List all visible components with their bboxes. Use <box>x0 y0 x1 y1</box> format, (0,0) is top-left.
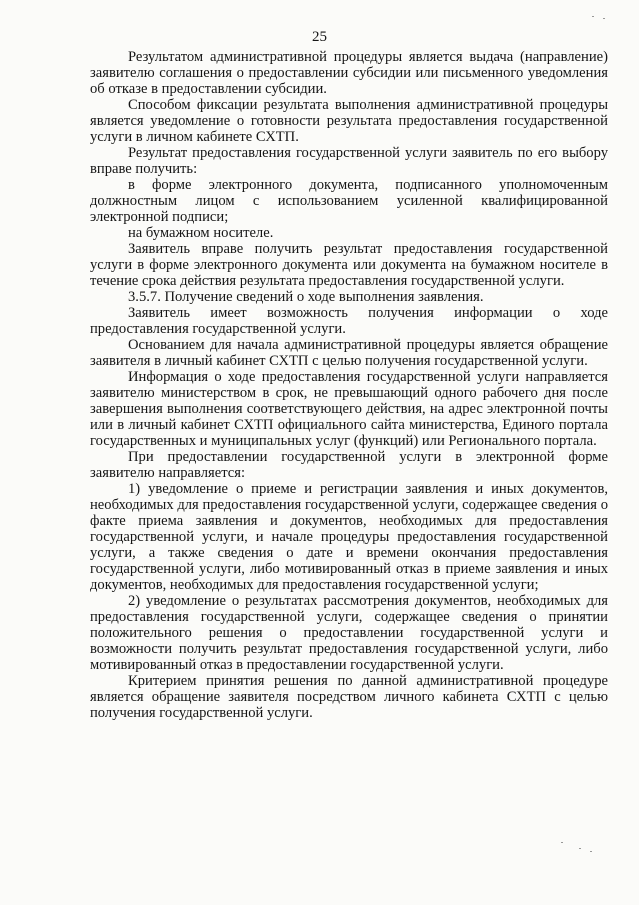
paragraph-electronic-notices: При предоставлении государственной услуги в электронной форме заявителю направляется: <box>90 449 608 481</box>
paragraph-electronic-form: в форме электронного документа, подписанного уполномоченным должностным лицом с использованием усиленной квалифицированной электронной подписи; <box>90 177 608 225</box>
scan-speck <box>592 16 594 17</box>
scan-speck <box>579 848 581 849</box>
paragraph-info-delivery: Информация о ходе предоставления государственной услуги направляется заявителю министерством в срок, не превышающий одного рабочего дня после завершения выполнения соответствующего действия, на адрес электронной почты или в личный кабинет СХТП официального сайта министерства, Единого портала государственных и муниципальных услуг (функций) или Регионального портала. <box>90 369 608 449</box>
scan-speck <box>603 18 605 19</box>
paragraph-result-issuance: Результатом административной процедуры является выдача (направление) заявителю соглашения о предоставлении субсидии или письменного уведомления об отказе в предоставлении субсидии. <box>90 49 608 97</box>
paragraph-decision-criterion: Критерием принятия решения по данной административной процедуре является обращение заявителя посредством личного кабинета СХТП с целью получения государственной услуги. <box>90 673 608 721</box>
paragraph-right-to-receive: Заявитель вправе получить результат предоставления государственной услуги в форме электронного документа или документа на бумажном носителе в течение срока действия результата предоставления государственной услуги. <box>90 241 608 289</box>
scan-speck <box>561 842 563 843</box>
list-item-notice-1: 1) уведомление о приеме и регистрации заявления и иных документов, необходимых для предоставления государственной услуги, содержащее сведения о факте приема заявления и документов, необходимых для предоставления государственной услуги, и начале процедуры предоставления государственной услуги, а также сведения о дате и времени окончания предоставления государственной услуги, либо мотивированный отказ в приеме заявления и иных документов, необходимых для предоставления государственной услуги; <box>90 481 608 593</box>
paragraph-paper-form: на бумажном носителе. <box>128 225 274 241</box>
list-item-notice-2: 2) уведомление о результатах рассмотрения документов, необходимых для предоставления государственной услуги, содержащее сведения о принятии положительного решения о предоставлении государственной услуги и возможности получить результат предоставления государственной услуги, либо мотивированный отказ в предоставлении государственной услуги. <box>90 593 608 673</box>
paragraph-result-options: Результат предоставления государственной услуги заявитель по его выбору вправе получить: <box>90 145 608 177</box>
scan-speck <box>590 851 592 852</box>
paragraph-progress-info: Заявитель имеет возможность получения информации о ходе предоставления государственной услуги. <box>90 305 608 337</box>
section-heading-3-5-7: 3.5.7. Получение сведений о ходе выполнения заявления. <box>128 289 484 305</box>
page-number: 25 <box>312 29 327 45</box>
paragraph-fixation-method: Способом фиксации результата выполнения административной процедуры является уведомление о готовности результата предоставления государственной услуги в личном кабинете СХТП. <box>90 97 608 145</box>
document-body <box>90 49 608 721</box>
paragraph-procedure-basis: Основанием для начала административной процедуры является обращение заявителя в личный кабинет СХТП с целью получения государственной услуги. <box>90 337 608 369</box>
